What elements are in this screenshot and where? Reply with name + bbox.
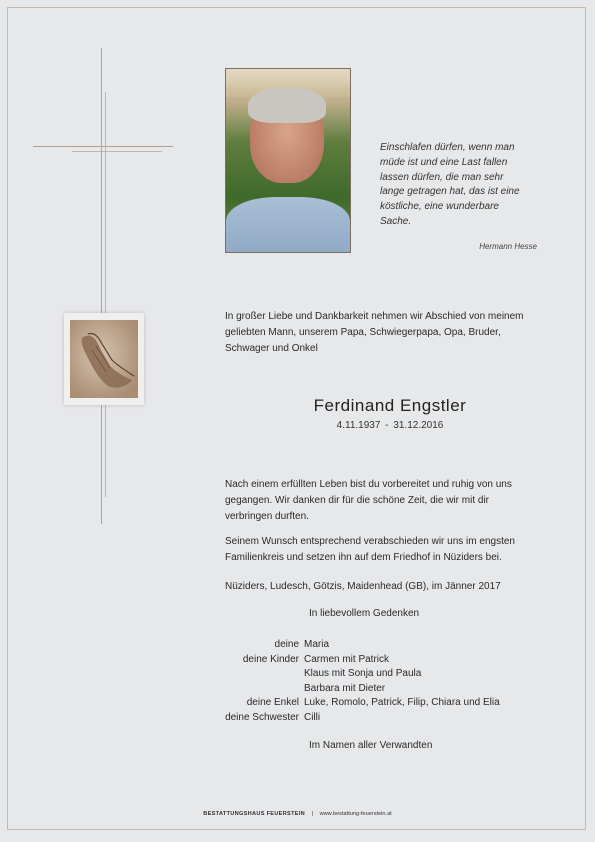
- mourner-row: [200, 667, 560, 682]
- mourners-list: [200, 638, 560, 726]
- mourner-row: [200, 696, 560, 711]
- praying-hands-icon: [70, 320, 138, 398]
- mourner-names: Barbara mit Dieter: [304, 682, 386, 694]
- intro-line: In großer Liebe und Dankbarkeit nehmen wir Abschied von meinem: [225, 311, 524, 322]
- photo-hair: [248, 87, 326, 123]
- intro-line: Schwager und Onkel: [225, 343, 318, 354]
- footer-separator: |: [311, 811, 314, 817]
- mourner-names: Cilli: [304, 711, 321, 723]
- deceased-name: Ferdinand Engstler: [313, 396, 467, 415]
- mourner-relation: deine Enkel: [246, 697, 299, 709]
- cross-horizontal-line-inner: [72, 151, 162, 152]
- intro-line: geliebten Mann, unserem Papa, Schwiegerpapa, Opa, Bruder,: [225, 327, 501, 338]
- praying-hands-image: [64, 313, 144, 405]
- paragraph-line: Nach einem erfüllten Leben bist du vorbereitet und ruhig von uns: [225, 479, 512, 490]
- mourner-relation: deine Kinder: [242, 653, 299, 665]
- mourner-relation: deine: [274, 639, 299, 650]
- paragraph-line: Seinem Wunsch entsprechend verabschieden wir uns im engsten: [225, 536, 515, 547]
- cross-vertical-line-inner: [105, 92, 106, 497]
- mourner-names: Luke, Romolo, Patrick, Filip, Chiara und Elia: [304, 697, 500, 709]
- farewell-paragraph: [225, 477, 555, 525]
- cross-horizontal-line: [33, 146, 173, 147]
- mourner-names: Klaus mit Sonja und Paula: [304, 668, 422, 680]
- funeral-home-name: BESTATTUNGSHAUS FEUERSTEIN: [203, 811, 306, 817]
- funeral-paragraph: [225, 534, 555, 566]
- footer: [0, 811, 595, 817]
- mourner-names: Carmen mit Patrick: [304, 653, 390, 665]
- mourner-row: [200, 682, 560, 697]
- paragraph-line: verbringen durften.: [225, 511, 309, 522]
- portrait-photo: [225, 68, 351, 253]
- life-dates: 4.11.1937 - 31.12.2016: [336, 420, 444, 431]
- quote-author: Hermann Hesse: [479, 242, 537, 251]
- closing-signature: Im Namen aller Verwandten: [309, 740, 433, 751]
- intro-text: [225, 309, 555, 357]
- mourner-row: [200, 711, 560, 726]
- paragraph-line: gegangen. Wir danken dir für die schöne Zeit, die wir mit dir: [225, 495, 490, 506]
- mourner-relation: [200, 682, 304, 697]
- mourner-names: Maria: [304, 639, 330, 650]
- mourner-relation: deine Schwester: [225, 711, 299, 723]
- quote-line: köstliche, eine wunderbare: [380, 201, 499, 213]
- in-memory-line: In liebevollem Gedenken: [309, 608, 420, 619]
- quote-line: lassen dürfen, die man sehr: [380, 171, 504, 183]
- place-and-date: Nüziders, Ludesch, Götzis, Maidenhead (GB), im Jänner 2017: [225, 581, 501, 592]
- photo-shirt: [226, 197, 350, 253]
- mourner-row: [200, 653, 560, 668]
- quote-line: Sache.: [380, 215, 412, 227]
- poem-quote: [380, 141, 550, 230]
- funeral-home-url[interactable]: www.bestattung-feuerstein.at: [319, 811, 392, 817]
- mourner-relation: [200, 667, 304, 682]
- quote-line: Einschlafen dürfen, wenn man: [380, 142, 515, 153]
- cross-vertical-line: [101, 48, 102, 524]
- mourner-row: [200, 638, 560, 653]
- paragraph-line: Familienkreis und setzen ihn auf dem Friedhof in Nüziders bei.: [225, 552, 502, 563]
- quote-line: müde ist und eine Last fallen: [380, 156, 508, 168]
- quote-line: lange getragen hat, das ist eine: [380, 186, 520, 198]
